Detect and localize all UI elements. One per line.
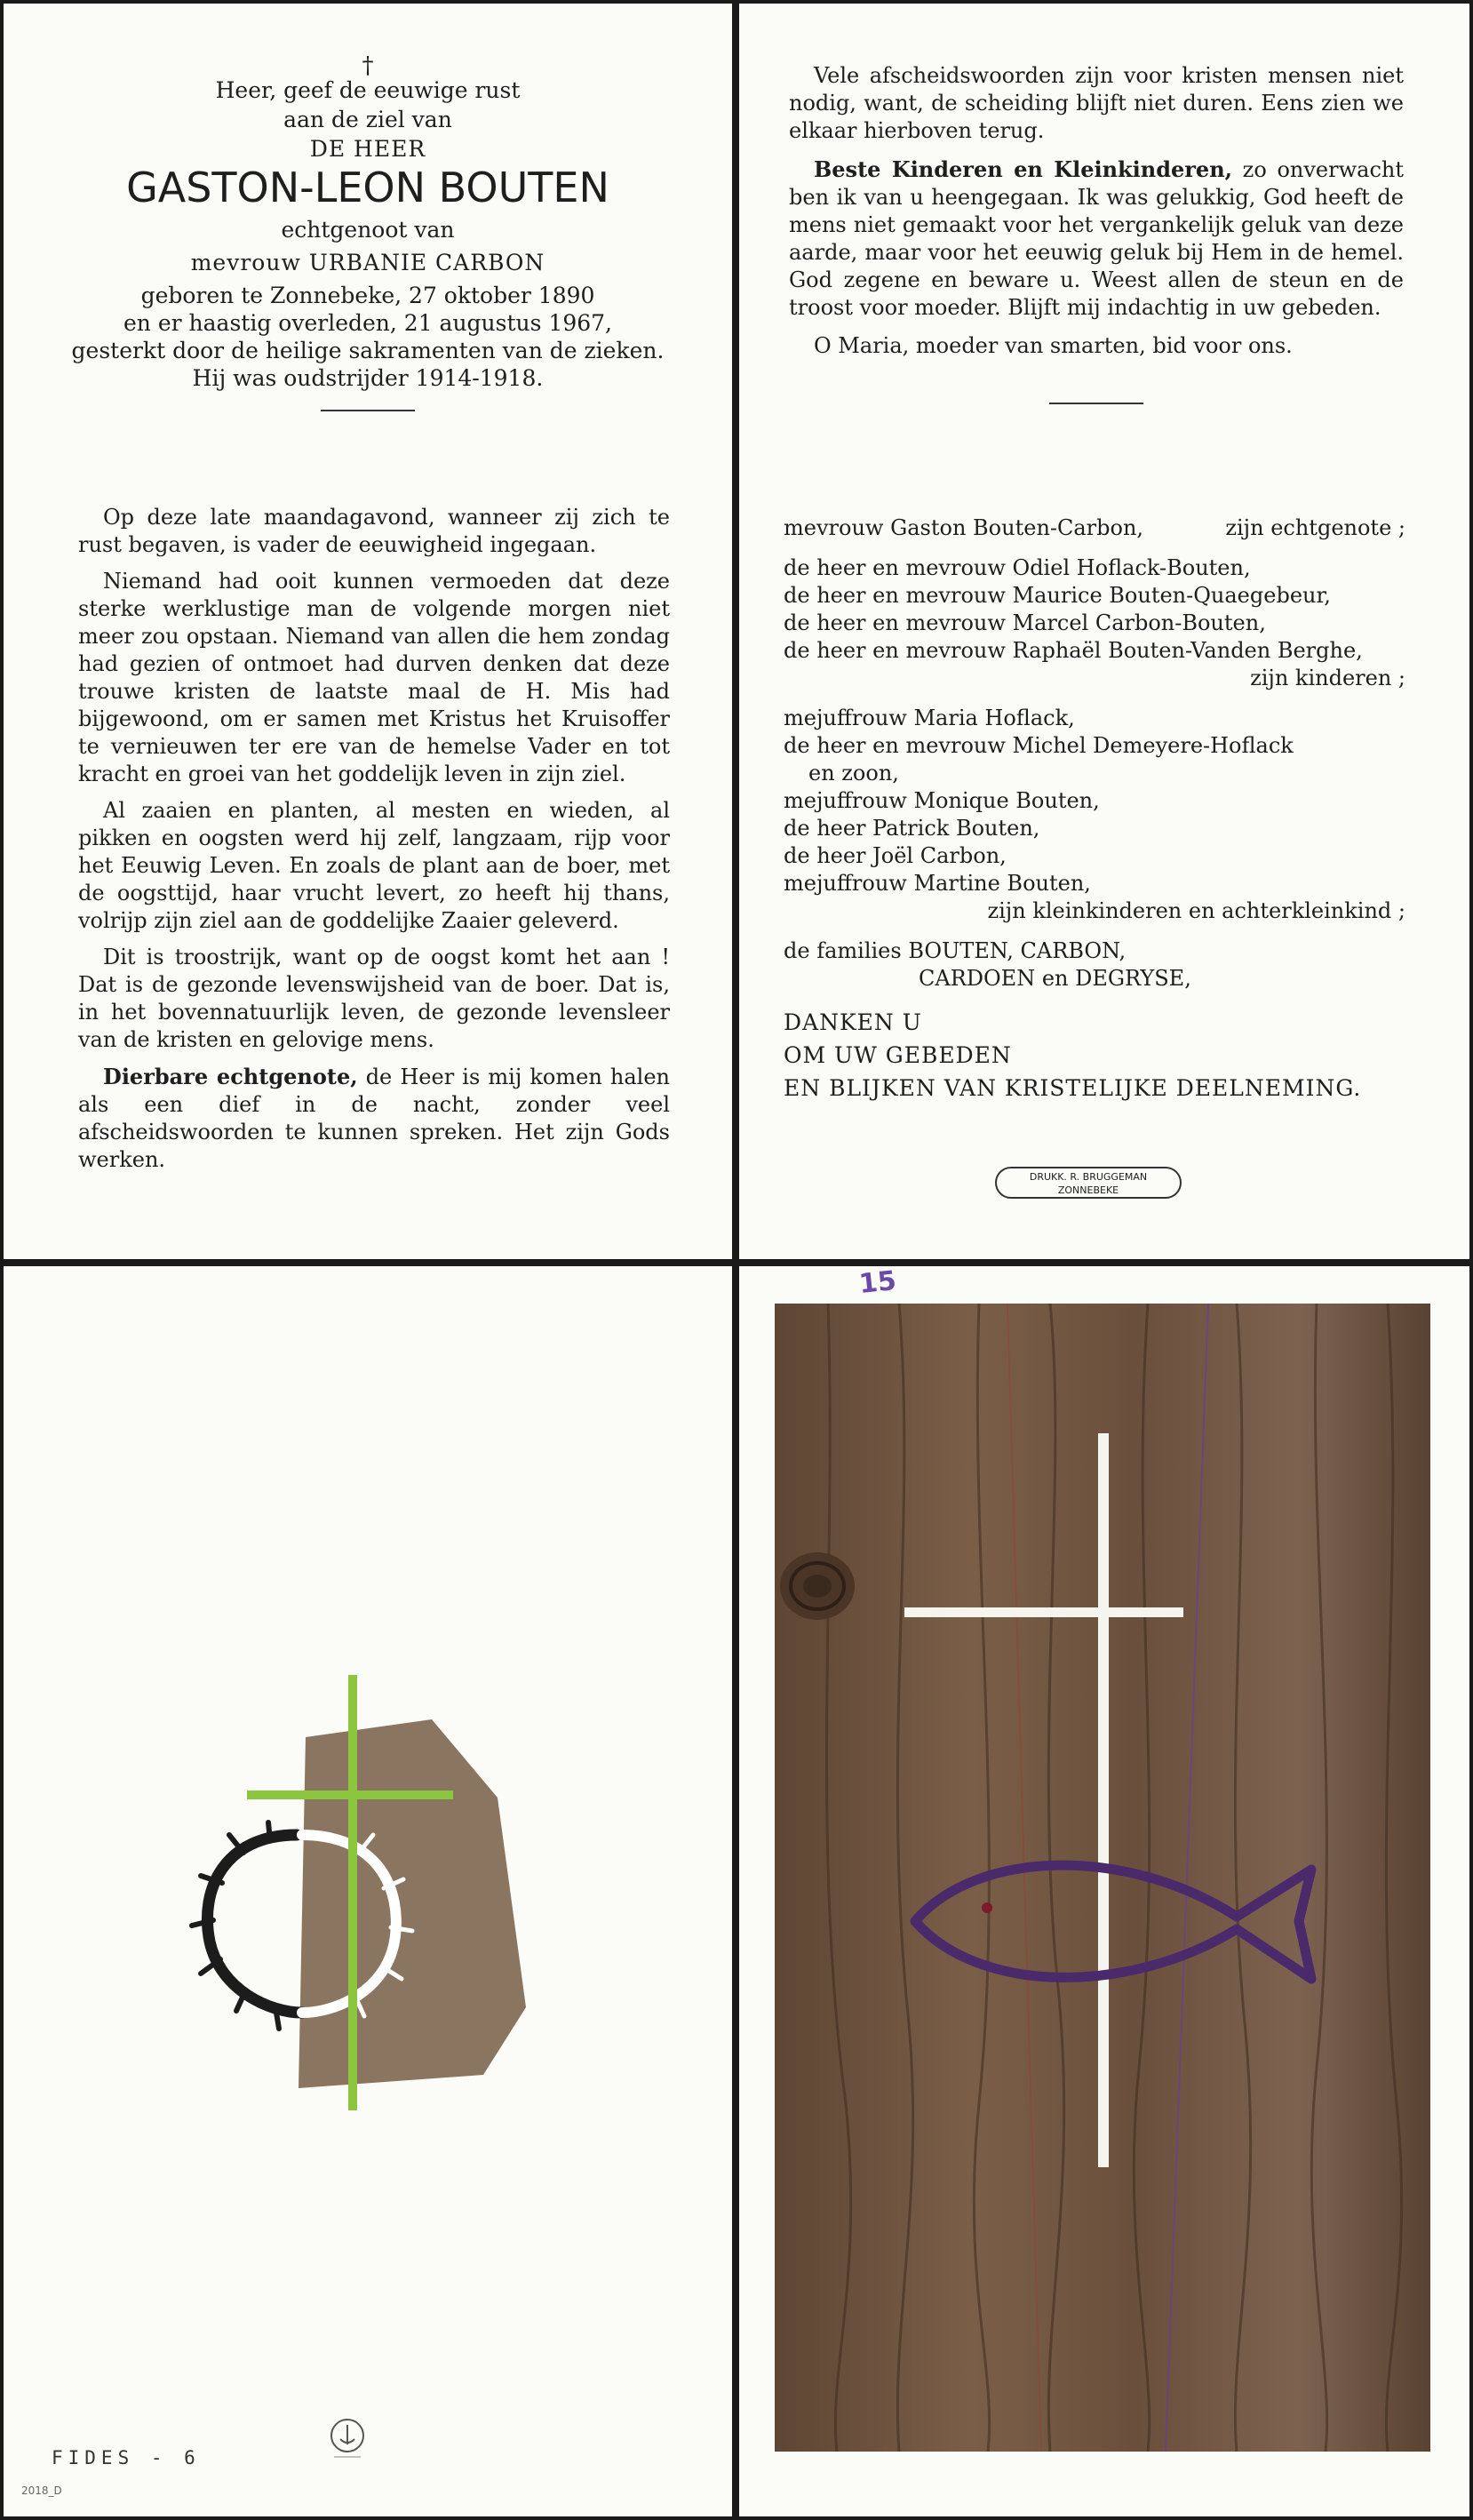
spouse-intro: echtgenoot van [281,217,455,243]
paragraph: Dit is troostrijk, want op de oogst komt het aan ! Dat is de gezonde levenswijsheid van de boer. Dat is, in het bovennatuurlijk leven, de gezonde levensleer van de kristen en gelovige mens. [78,945,670,1052]
thorn-crown-dark [207,1835,302,2013]
cross-symbol: † [362,52,374,79]
publisher-emblem-icon [325,2416,370,2460]
list-item: de heer Joël Carbon, [784,843,1007,868]
thanks-line: EN BLIJKEN VAN KRISTELIJKE DEELNEMING. [784,1075,1362,1101]
family-list [784,514,1405,993]
cross-horizontal [247,1790,453,1799]
paragraph: Op deze late maandagavond, wanneer zij zich te rust begaven, is vader de eeuwigheid ingegaan. [78,505,670,557]
intro-line-2: aan de ziel van [283,107,452,132]
list-item: de heer Patrick Bouten, [784,816,1040,841]
paragraph [78,1063,670,1174]
list-item: de heer en mevrouw Michel Demeyere-Hoflack [784,733,1294,758]
front-left-panel [4,4,732,1259]
title-line: DE HEER [309,136,426,162]
fish-eye [982,1902,992,1913]
list-item: mejuffrouw Monique Bouten, [784,788,1100,813]
wood-cross-fish-illustration [775,1304,1430,2452]
back-left-panel [4,1266,732,2516]
thanks-line: OM UW GEBEDEN [784,1042,1012,1068]
paragraph-rest: de Heer is mij komen halen als een dief in de nacht, zonder veel afscheidswoorden te kunnen spreken. Het zijn Gods werken. [78,1065,670,1172]
cross-vertical [348,1675,357,2110]
children-role: zijn kinderen ; [1250,666,1405,690]
cross-crown-illustration [4,1266,732,2516]
series-label: FIDES - 6 [52,2447,201,2468]
death-line: en er haastig overleden, 21 augustus 1967, [123,310,612,336]
birth-line: geboren te Zonnebeke, 27 oktober 1890 [140,283,595,308]
list-item: de heer en mevrouw Odiel Hoflack-Bouten, [784,555,1251,580]
thanks-block [784,1006,1423,1104]
grandchildren-role: zijn kleinkinderen en achterkleinkind ; [987,898,1405,923]
knot-core [803,1575,832,1598]
front-right-panel [739,4,1469,1259]
list-item: en zoon, [808,761,899,786]
veteran-line: Hij was oudstrijder 1914-1918. [192,365,544,391]
thanks-line: DANKEN U [784,1009,922,1035]
list-item: de heer en mevrouw Marcel Carbon-Bouten, [784,610,1266,635]
intro-line-1: Heer, geef de eeuwige rust [215,77,521,103]
deceased-name: GASTON-LEON BOUTEN [126,163,609,211]
list-item: mejuffrouw Maria Hoflack, [784,706,1075,730]
paragraph: Niemand had ooit kunnen vermoeden dat deze sterke werklustige man de volgende morgen niet meer zou opstaan. Niemand van allen die hem zondag had gezien of ontmoet had durven denken dat deze trouwe kristen de laatste maal de H. Mis had bijgewoond, om er samen met Kristus het Kruisoffer te vernieuwen ter ere van de hemelse Vader en tot kracht en groei van het goddelijk leven in zijn ziel. [78,569,670,786]
cross-horizontal [904,1607,1183,1617]
handwritten-mark: 15 [857,1264,898,1301]
divider [1049,403,1143,404]
families-line: de families BOUTEN, CARBON, [784,938,1127,963]
list-item: de heer en mevrouw Maurice Bouten-Quaegebeur, [784,583,1331,608]
printer-stamp [995,1167,1182,1199]
printer-town: ZONNEBEKE [1057,1184,1119,1196]
paragraph [789,156,1404,322]
sacraments-line: gesterkt door de heilige sakramenten van de zieken. [71,338,665,363]
stone-shape [299,1719,526,2088]
list-item: de heer en mevrouw Raphaël Bouten-Vanden Berghe, [784,638,1363,663]
paragraph-lead: Dierbare echtgenote, [103,1064,358,1089]
cross-vertical [1098,1433,1109,2167]
printer-name: DRUKK. R. BRUGGEMAN [1029,1171,1148,1183]
divider [321,410,415,411]
back-right-panel [739,1266,1469,2516]
families-line: CARDOEN en DEGRYSE, [919,966,1191,991]
reference-code: 2018_D [21,2484,62,2497]
obituary-header [4,52,732,411]
paragraph: Vele afscheidswoorden zijn voor kristen mensen niet nodig, want, de scheiding blijft niet duren. Eens zien we elkaar hierboven terug. [789,63,1404,143]
list-item: mejuffrouw Martine Bouten, [784,871,1091,896]
paragraph: Al zaaien en planten, al mesten en wieden, al pikken en oogsten werd hij zelf, langzaam, rijp voor het Eeuwig Leven. En zoals de plant aan de boer, met de oogsttijd, haar vrucht levert, zo heeft hij thans, volrijp zijn ziel aan de goddelijke Zaaier geleverd. [78,798,670,933]
obituary-text [78,504,670,1183]
farewell-text [789,62,1404,404]
paragraph-lead: Beste Kinderen en Kleinkinderen, [814,156,1232,182]
spouse-role: zijn echtgenote ; [1225,515,1405,540]
spouse-name: mevrouw URBANIE CARBON [190,250,545,275]
spouse-line: mevrouw Gaston Bouten-Carbon, [784,515,1144,540]
list-item [784,514,1405,542]
paragraph-rest: zo onverwacht ben ik van u heengegaan. Ik was gelukkig, God heeft de mens niet gemaakt voor het vergankelijk geluk van deze aarde, maar voor het eeuwig geluk bij Hem in de hemel. God zegene en beware u. Weest allen de steun en de troost voor moeder. Blijft mij indachtig in uw gebeden. [789,157,1404,320]
paragraph: O Maria, moeder van smarten, bid voor ons. [814,333,1293,358]
